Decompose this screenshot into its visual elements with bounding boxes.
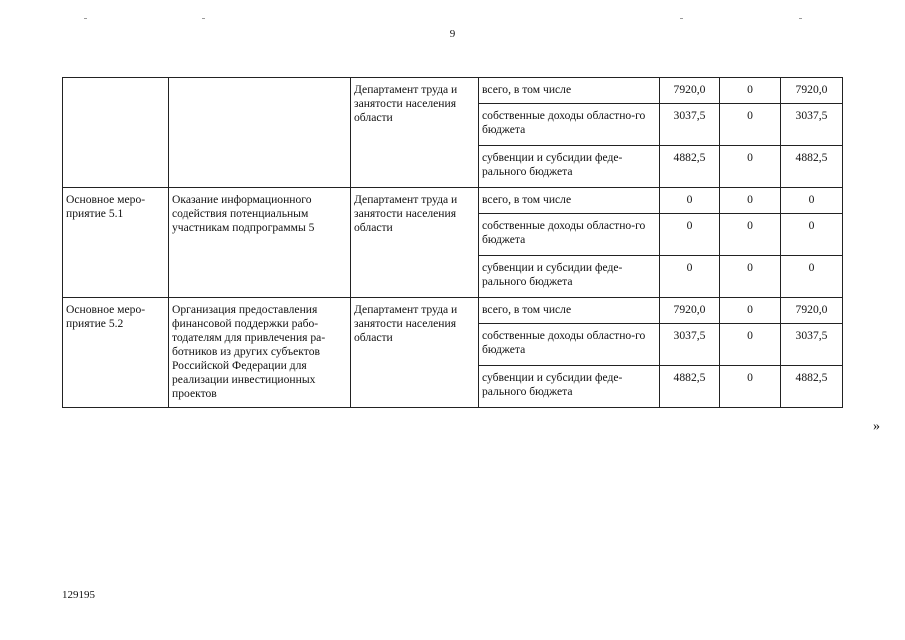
table-row [63, 298, 843, 324]
value-cell: 0 [781, 188, 843, 214]
value-cell: 0 [660, 256, 720, 298]
document-code: 129195 [62, 589, 95, 601]
value-cell: 0 [720, 104, 781, 146]
source-cell: собственные доходы областно-го бюджета [479, 104, 660, 146]
executor-cell: Департамент труда и занятости населения области [351, 188, 479, 298]
value-cell: 0 [781, 256, 843, 298]
value-cell: 3037,5 [660, 104, 720, 146]
value-cell: 0 [720, 256, 781, 298]
page-number: 9 [449, 28, 456, 40]
value-cell: 0 [720, 146, 781, 188]
value-cell: 4882,5 [660, 366, 720, 408]
source-cell: всего, в том числе [479, 298, 660, 324]
value-cell: 0 [720, 324, 781, 366]
value-cell: 0 [720, 214, 781, 256]
source-cell: всего, в том числе [479, 78, 660, 104]
scan-mark [84, 18, 87, 19]
description-cell [169, 78, 351, 188]
value-cell: 3037,5 [781, 104, 843, 146]
value-cell: 3037,5 [781, 324, 843, 366]
table-row [63, 78, 843, 104]
measure-cell: Основное меро-приятие 5.1 [63, 188, 169, 298]
value-cell: 3037,5 [660, 324, 720, 366]
source-cell: собственные доходы областно-го бюджета [479, 214, 660, 256]
value-cell: 4882,5 [660, 146, 720, 188]
measure-cell: Основное меро-приятие 5.2 [63, 298, 169, 408]
source-cell: субвенции и субсидии феде-рального бюджета [479, 146, 660, 188]
value-cell: 7920,0 [781, 298, 843, 324]
value-cell: 7920,0 [660, 298, 720, 324]
closing-quote: » [873, 419, 880, 434]
value-cell: 4882,5 [781, 146, 843, 188]
value-cell: 0 [720, 78, 781, 104]
value-cell: 0 [781, 214, 843, 256]
scan-mark [680, 18, 683, 19]
value-cell: 7920,0 [660, 78, 720, 104]
scan-mark [202, 18, 205, 19]
description-cell: Оказание информационного содействия потенциальным участникам подпрограммы 5 [169, 188, 351, 298]
source-cell: всего, в том числе [479, 188, 660, 214]
source-cell: субвенции и субсидии феде-рального бюджета [479, 256, 660, 298]
description-cell: Организация предоставления финансовой поддержки рабо-тодателям для привлечения ра-ботников из других субъектов Российской Федерации для реализации инвестиционных проектов [169, 298, 351, 408]
source-cell: субвенции и субсидии феде-рального бюджета [479, 366, 660, 408]
value-cell: 0 [660, 214, 720, 256]
value-cell: 7920,0 [781, 78, 843, 104]
value-cell: 0 [720, 366, 781, 408]
source-cell: собственные доходы областно-го бюджета [479, 324, 660, 366]
measure-cell [63, 78, 169, 188]
executor-cell: Департамент труда и занятости населения области [351, 298, 479, 408]
scan-mark [799, 18, 802, 19]
table-row [63, 188, 843, 214]
executor-cell: Департамент труда и занятости населения области [351, 78, 479, 188]
value-cell: 0 [720, 298, 781, 324]
value-cell: 4882,5 [781, 366, 843, 408]
budget-table [62, 77, 843, 408]
value-cell: 0 [720, 188, 781, 214]
value-cell: 0 [660, 188, 720, 214]
